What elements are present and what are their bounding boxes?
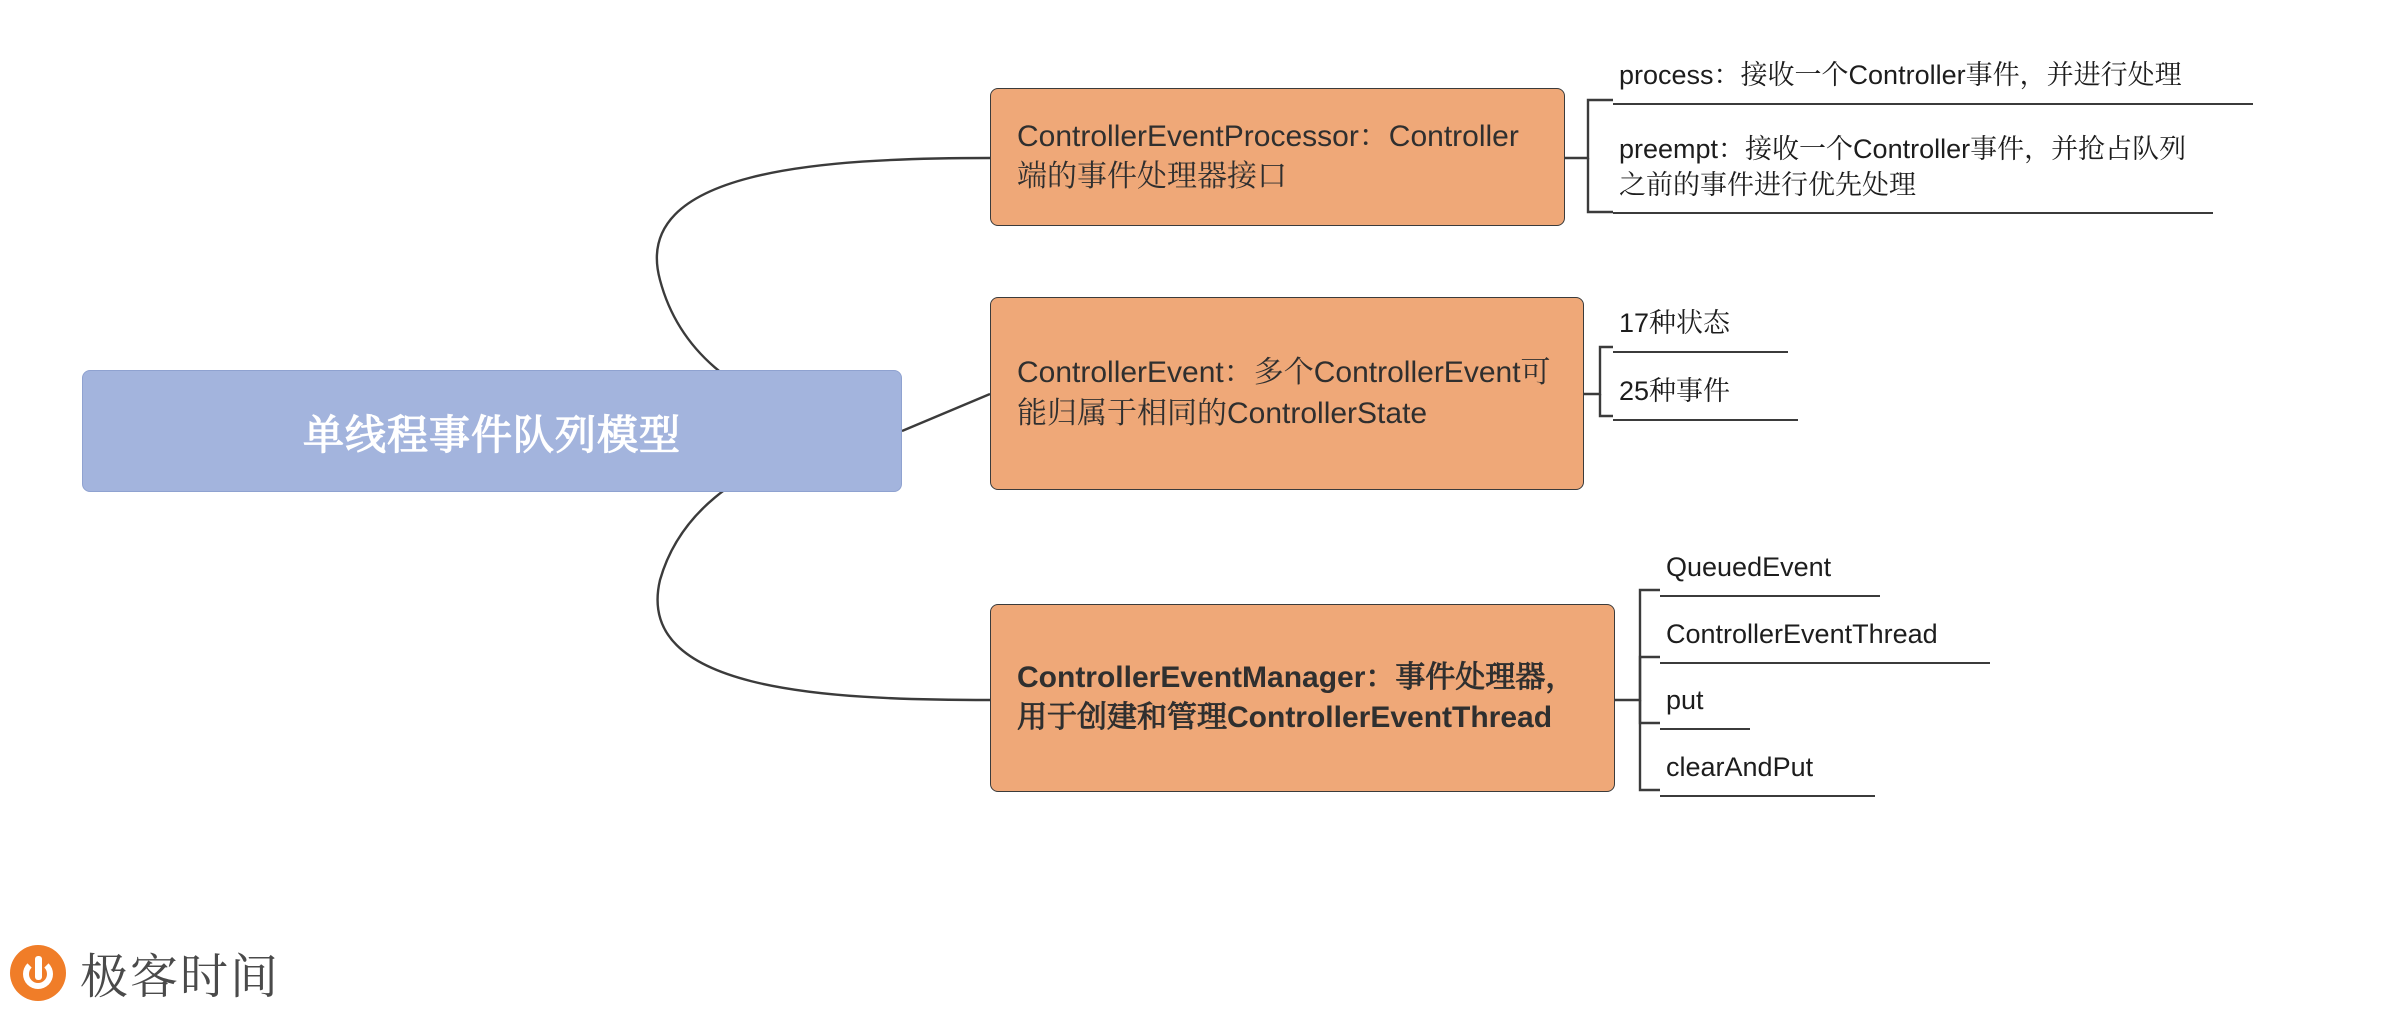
- mindmap-branch-node-1[interactable]: [990, 88, 1565, 226]
- leaf-node-controllereventthread[interactable]: ControllerEventThread: [1660, 613, 1990, 664]
- leaf-node-queuedevent[interactable]: QueuedEvent: [1660, 546, 1880, 597]
- leaf-node-process[interactable]: process：接收一个Controller事件，并进行处理: [1613, 54, 2253, 105]
- brand-name: 极客时间: [80, 951, 281, 1004]
- brand-watermark: [10, 938, 280, 1007]
- leaf-node-states[interactable]: 17种状态: [1613, 302, 1788, 353]
- mindmap-branch-node-2[interactable]: [990, 297, 1584, 490]
- leaf-node-put[interactable]: put: [1660, 679, 1750, 730]
- root-node-label: 单线程事件队列模型: [303, 411, 681, 458]
- leaf-node-events[interactable]: 25种事件: [1613, 370, 1798, 421]
- leaf-node-preempt[interactable]: preempt：接收一个Controller事件，并抢占队列之前的事件进行优先处理: [1613, 128, 2213, 214]
- branch-node-1-label: ControllerEventProcessor：Controller端的事件处理器接口: [1017, 119, 1519, 193]
- mindmap-root-node[interactable]: [82, 370, 902, 492]
- branch-node-2-label: ControllerEvent：多个ControllerEvent可能归属于相同的ControllerState: [1017, 356, 1551, 430]
- geekbang-logo-icon: [10, 945, 66, 1001]
- branch-node-3-label: ControllerEventManager：事件处理器，用于创建和管理ControllerEventThread: [1017, 660, 1576, 734]
- leaf-node-clearandput[interactable]: clearAndPut: [1660, 746, 1875, 797]
- mindmap-branch-node-3[interactable]: [990, 604, 1615, 792]
